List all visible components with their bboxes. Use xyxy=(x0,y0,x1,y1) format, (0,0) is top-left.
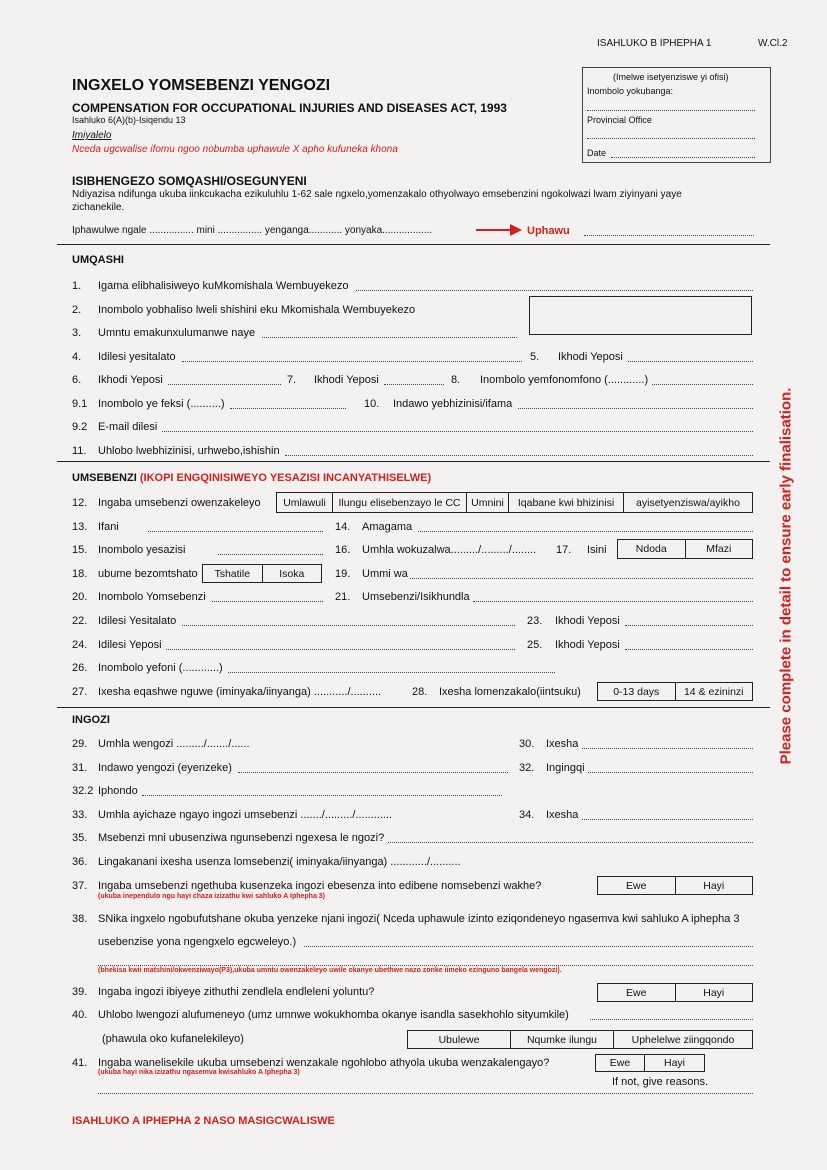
employee-heading-text: UMSEBENZI xyxy=(72,472,137,484)
declaration-heading: ISIBHENGEZO SOMQASHI/OSEGUNYENI xyxy=(72,174,307,188)
divider xyxy=(57,244,770,245)
item-number: 33. xyxy=(72,809,88,821)
office-use-box xyxy=(582,67,771,163)
surname-field[interactable] xyxy=(148,531,323,532)
gender-options xyxy=(617,539,753,559)
note-37: (ukuba inependulo ngu hayi chaza izizathu kwi sahluko A Iphepha 3) xyxy=(98,893,326,900)
injury-type-field[interactable] xyxy=(590,1019,753,1020)
claim-number-label: Inombolo yokubanga: xyxy=(587,86,674,96)
accident-description-field[interactable] xyxy=(304,946,753,947)
section-ref: Isahluko 6(A)(b)-Isiqendu 13 xyxy=(72,115,186,125)
item-number: 41. xyxy=(72,1057,88,1069)
item-number: 34. xyxy=(519,809,535,821)
injury-duration-label: Ixesha lomenzakalo(iintsuku) xyxy=(439,686,581,698)
option-yes[interactable]: Ewe xyxy=(596,1055,645,1071)
option-yes[interactable]: Ewe xyxy=(598,877,676,894)
injury-type-label: Uhlobo lwengozi alufumeneyo (umz umnwe wokukhomba okanye isandla sasekhohlo sityumkile) xyxy=(98,1009,569,1021)
citizenship-label: Ummi wa xyxy=(362,568,408,580)
item-number: 23. xyxy=(527,615,543,627)
option-amputation[interactable]: Nqumke ilungu xyxy=(511,1031,614,1048)
street-address-field[interactable] xyxy=(182,625,515,626)
business-location-label: Indawo yebhizinisi/ifama xyxy=(393,398,513,410)
time-label: Ixesha xyxy=(546,738,579,750)
accident-heading: INGOZI xyxy=(72,714,110,726)
item-number: 32. xyxy=(519,762,535,774)
accident-place-field[interactable] xyxy=(238,772,508,773)
postal-code-label: Ikhodi Yeposi xyxy=(555,615,620,627)
surname-label: Ifani xyxy=(98,521,119,533)
work-at-accident-label: Msebenzi mni ubusenziwa ngunsebenzi ngexesa le ngozi? xyxy=(98,832,385,844)
occupation-label: Umsebenzi/Isikhundla xyxy=(362,591,470,603)
instructions-label: Imiyalelo xyxy=(72,130,112,141)
item-number: 5. xyxy=(530,351,540,363)
item-number: 11. xyxy=(72,445,87,457)
postal-code-field[interactable] xyxy=(384,384,444,385)
phone-number-label: Inombolo yemfonomfono (............) xyxy=(480,374,649,386)
item-number: 9.1 xyxy=(72,398,88,410)
accident-place-label: Indawo yengozi (eyenzeke) xyxy=(98,762,232,774)
form-code: W.Cl.2 xyxy=(758,38,788,49)
marital-options xyxy=(202,564,322,583)
item-number: 22. xyxy=(72,615,88,627)
option-married[interactable]: Tshatile xyxy=(203,565,263,582)
option-yes[interactable]: Ewe xyxy=(598,984,676,1001)
postal-code-label: Ikhodi Yeposi xyxy=(555,639,620,651)
accident-description-field-2[interactable] xyxy=(98,965,753,966)
province-label: Iphondo xyxy=(98,785,138,797)
item-number: 15. xyxy=(72,544,88,556)
reasons-label: If not, give reasons. xyxy=(612,1076,708,1088)
item-number: 1. xyxy=(72,280,82,292)
declaration-date-line[interactable]: Iphawulwe ngale ................ mini ................ yenganga............ yonyaka.................. xyxy=(72,225,433,236)
declaration-text: Ndiyazisa ndifunga ukuba iinkcukacha ezikuluhlu 1-62 sale ngxelo,yomenzakalo othyolwayo emsebenzini ngokolwazi lwam ziyinyani yaye xyxy=(72,189,682,200)
business-location-field[interactable] xyxy=(518,408,753,409)
option-unconscious[interactable]: Uphelelwe ziingqondo xyxy=(631,1033,735,1046)
item-number: 7. xyxy=(287,374,297,386)
injury-type-options xyxy=(407,1030,753,1049)
postal-address-label: Idilesi Yeposi xyxy=(98,639,162,651)
email-field[interactable] xyxy=(162,431,753,432)
phone-field[interactable] xyxy=(228,672,555,673)
id-number-label: Inombolo yesazisi xyxy=(98,544,186,556)
item-number: 14. xyxy=(335,521,351,533)
item-number: 3. xyxy=(72,327,82,339)
item-number: 26. xyxy=(72,662,88,674)
item-number: 16. xyxy=(335,544,351,556)
option-14-plus-days[interactable]: 14 & ezininzi xyxy=(683,685,744,698)
marital-status-label: ubume bezomtshato xyxy=(98,568,198,580)
employee-heading-note: (IKOPI ENGQINISIWEYO YESAZISI INCANYATHISELWE) xyxy=(139,472,432,484)
footer-note: ISAHLUKO A IPHEPHA 2 NASO MASIGCWALISWE xyxy=(72,1115,335,1127)
citizenship-field[interactable] xyxy=(410,578,753,579)
note-38: (bhekisa kwii matshini/okwenziwayo(P3),ukuba umntu owenzakeleyo uwile okanye ubethwe nazo zonke iimeko ezinguno bangela wengozi). xyxy=(98,967,562,974)
declaration-text-cont: zichanekile. xyxy=(72,202,125,213)
fax-number-field[interactable] xyxy=(230,408,346,409)
postal-code-field[interactable] xyxy=(168,384,281,385)
employee-heading xyxy=(72,472,431,484)
item-number: 38. xyxy=(72,913,88,925)
road-accident-options xyxy=(597,983,753,1002)
street-address-label: Idilesi Yesitalato xyxy=(98,615,177,627)
divider xyxy=(57,461,770,462)
provincial-office-field[interactable] xyxy=(587,138,755,139)
business-type-label: Uhlobo lwebhizinisi, urhwebo,ishishin xyxy=(98,445,280,457)
district-field[interactable] xyxy=(588,772,753,773)
item-number: 17. xyxy=(556,544,572,556)
fax-number-label: Inombolo ye feksi (..........) xyxy=(98,398,225,410)
instructions-text: Nceda ugcwalise ifomu ngoo nobumba uphawule X apho kufuneka khona xyxy=(72,144,398,155)
item-number: 39. xyxy=(72,986,88,998)
street-address-label: Idilesi yesitalato xyxy=(98,351,176,363)
accident-date-field[interactable]: Umhla wengozi ........./......./...... xyxy=(98,738,250,750)
contact-person-label: Umntu emakunxulumanwe naye xyxy=(98,327,256,339)
work-at-accident-field[interactable] xyxy=(388,842,753,843)
item-number: 6. xyxy=(72,374,82,386)
office-heading: (Imelwe isetyenziswe yi ofisi) xyxy=(613,72,729,82)
item-number: 18. xyxy=(72,568,88,580)
option-no[interactable]: Hayi xyxy=(663,1057,685,1069)
item-number: 35. xyxy=(72,832,88,844)
gender-label: Isini xyxy=(587,544,607,556)
option-director[interactable]: Umlawuli xyxy=(277,493,333,512)
date-label: Date xyxy=(587,148,607,158)
claim-number-field[interactable] xyxy=(587,110,755,111)
occupation-field[interactable] xyxy=(473,601,753,602)
option-not-applicable[interactable]: ayisetyenziswa/ayikho xyxy=(636,496,740,509)
act-title: COMPENSATION FOR OCCUPATIONAL INJURIES AND DISEASES ACT, 1993 xyxy=(72,101,507,115)
business-type-field[interactable] xyxy=(285,455,753,456)
employee-number-label: Inombolo Yomsebenzi xyxy=(98,591,206,603)
note-41: (ukuba hayi nika izizathu ngasemva kwisahluko A Iphepha 3) xyxy=(98,1069,300,1076)
phone-label: Inombolo yefoni (............) xyxy=(98,662,223,674)
names-label: Amagama xyxy=(362,521,413,533)
item-number: 24. xyxy=(72,639,88,651)
item-number: 31. xyxy=(72,762,88,774)
postal-code-field[interactable] xyxy=(625,625,753,626)
item-number: 21. xyxy=(335,591,351,603)
option-partner[interactable]: Iqabane kwi bhizinisi xyxy=(509,493,624,512)
postal-code-label: Ikhodi Yeposi xyxy=(314,374,379,386)
injury-type-sub: (phawula oko kufanelekileyo) xyxy=(102,1033,244,1045)
item-number: 30. xyxy=(519,738,535,750)
item-number: 29. xyxy=(72,738,88,750)
employment-period-field[interactable]: Ixesha eqashwe nguwe (iminyaka/iinyanga) .........../.......... xyxy=(98,686,382,698)
item-number: 25. xyxy=(527,639,543,651)
registration-number-label: Inombolo yobhaliso lweli shishini eku Mkomishala Wembuyekezo xyxy=(98,304,416,316)
time-field[interactable] xyxy=(582,748,753,749)
postal-code-field[interactable] xyxy=(628,361,753,362)
registration-number-box[interactable] xyxy=(529,296,752,335)
employer-name-label: Igama elibhalisiweyo kuMkomishala Wembuyekezo xyxy=(98,280,349,292)
names-field[interactable] xyxy=(418,531,753,532)
option-0-13-days[interactable]: 0-13 days xyxy=(598,683,676,700)
signature-field[interactable] xyxy=(584,235,754,236)
item-number: 37. xyxy=(72,880,88,892)
employer-heading: UMQASHI xyxy=(72,254,124,266)
birth-date-field[interactable]: Umhla wokuzalwa........./........./........ xyxy=(362,544,537,556)
option-deceased[interactable]: Ubulewe xyxy=(408,1031,511,1048)
contact-person-field[interactable] xyxy=(262,337,517,338)
satisfied-label: Ingaba wanelisekile ukuba umsebenzi wenzakale ngohlobo athyola ukuba wenzakalengayo? xyxy=(98,1057,550,1069)
postal-code-label: Ikhodi Yeposi xyxy=(98,374,163,386)
option-no[interactable]: Hayi xyxy=(703,986,725,999)
item-number: 8. xyxy=(451,374,461,386)
divider xyxy=(57,707,770,708)
employee-type-options xyxy=(276,492,753,513)
postal-address-field[interactable] xyxy=(166,649,515,650)
item-number: 9.2 xyxy=(72,421,88,433)
option-owner[interactable]: Umnini xyxy=(467,493,509,512)
email-label: E-mail dilesi xyxy=(98,421,158,433)
street-address-field[interactable] xyxy=(182,361,522,362)
item-number: 36. xyxy=(72,856,88,868)
item-number: 27. xyxy=(72,686,88,698)
item-number: 28. xyxy=(412,686,428,698)
district-label: Ingingqi xyxy=(546,762,585,774)
time-label: Ixesha xyxy=(546,809,579,821)
work-related-label: Ingaba umsebenzi ngethuba kusenzeka ingozi ebesenza into edibene nomsebenzi wakhe? xyxy=(98,880,542,892)
item-number: 19. xyxy=(335,568,351,580)
option-male[interactable]: Ndoda xyxy=(618,540,686,558)
item-number: 10. xyxy=(364,398,380,410)
option-single[interactable]: Isoka xyxy=(279,567,305,580)
accident-description-label-cont: usebenzise yona ngengxelo egcweleyo.) xyxy=(98,936,297,948)
provincial-office-label: Provincial Office xyxy=(587,115,652,125)
road-accident-label: Ingaba ingozi ibiyeye zithuthi zendlela endleleni yoluntu? xyxy=(98,986,375,998)
side-note: Please complete in detail to ensure early finalisation. xyxy=(777,387,795,765)
signature-label: Uphawu xyxy=(527,225,570,237)
injury-duration-options xyxy=(597,682,753,701)
id-number-field[interactable] xyxy=(218,554,323,555)
item-number: 13. xyxy=(72,521,88,533)
option-no[interactable]: Hayi xyxy=(703,879,725,892)
office-date-field[interactable] xyxy=(611,157,755,158)
option-female[interactable]: Mfazi xyxy=(706,543,732,555)
province-field[interactable] xyxy=(142,795,502,796)
item-number: 2. xyxy=(72,304,82,316)
report-date-field[interactable]: Umhla ayichaze ngayo ingozi umsebenzi ......./........./............ xyxy=(98,809,393,821)
arrow-right-icon xyxy=(476,222,524,238)
accident-description-label: SNika ingxelo ngobufutshane okuba yenzeke njani ingozi( Nceda uphawule izinto eziqondeneyo ngasemva kwi sahluko A iphepha 3 xyxy=(98,913,740,925)
phone-number-field[interactable] xyxy=(652,384,753,385)
chapter-page: ISAHLUKO B IPHEPHA 1 xyxy=(597,38,712,49)
postal-code-label: Ikhodi Yeposi xyxy=(558,351,623,363)
item-number: 32.2 xyxy=(72,785,94,797)
satisfied-options xyxy=(595,1054,705,1072)
item-number: 20. xyxy=(72,591,88,603)
option-cc-member[interactable]: Ilungu elisebenzayo le CC xyxy=(333,493,467,512)
item-number: 40. xyxy=(72,1009,88,1021)
employee-type-label: Ingaba umsebenzi owenzakeleyo xyxy=(98,497,261,509)
postal-code-field[interactable] xyxy=(625,649,753,650)
item-number: 12. xyxy=(72,497,88,509)
form-title: INGXELO YOMSEBENZI YENGOZI xyxy=(72,77,331,94)
experience-period-field[interactable]: Lingakanani ixesha usenza lomsebenzi( iminyaka/iinyanga) ............/.......... xyxy=(98,856,461,868)
employee-number-field[interactable] xyxy=(212,601,323,602)
reasons-field[interactable] xyxy=(98,1093,753,1094)
item-number: 4. xyxy=(72,351,82,363)
time-field[interactable] xyxy=(582,819,753,820)
employer-name-field[interactable] xyxy=(356,290,753,291)
work-related-options xyxy=(597,876,753,895)
